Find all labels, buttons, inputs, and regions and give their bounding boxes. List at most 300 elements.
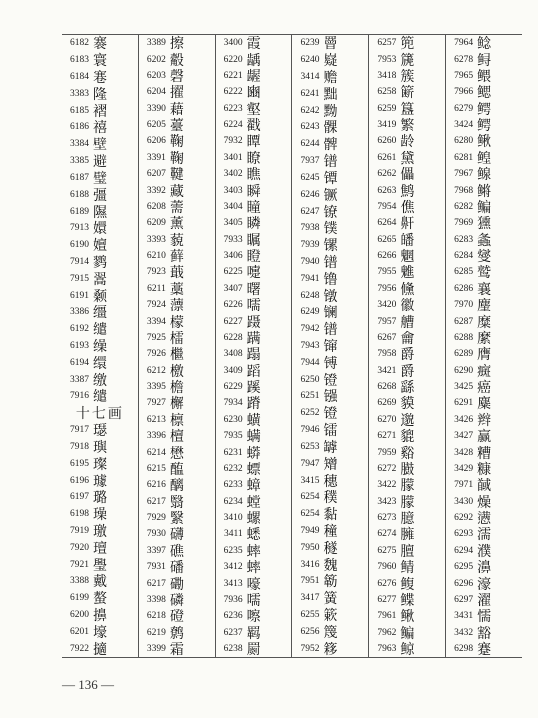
entry-number: 6246 — [300, 189, 320, 200]
entry-number: 6200 — [70, 610, 89, 621]
entry-character: 嬗 — [93, 238, 107, 254]
entry-number: 6284 — [454, 251, 474, 262]
entry-character: 镤 — [323, 221, 338, 237]
entry-character: 嚅 — [246, 298, 261, 314]
entry-character: 擢 — [169, 85, 184, 101]
table-row — [446, 363, 522, 379]
entry-number: 6198 — [70, 509, 89, 520]
table-row — [216, 313, 292, 329]
entry-character: 檄 — [169, 363, 184, 379]
entry-character: 燮 — [477, 249, 492, 265]
table-row — [369, 281, 445, 297]
entry-number: 6297 — [454, 594, 474, 605]
entry-number: 6272 — [377, 463, 397, 474]
table-row — [446, 68, 522, 84]
entry-number: 6248 — [300, 290, 320, 301]
entry-character: 穜 — [323, 523, 338, 540]
table-row — [446, 84, 522, 100]
entry-character: 鳊 — [400, 625, 415, 641]
table-row — [292, 388, 368, 405]
entry-character: 黛 — [400, 150, 415, 166]
table-row — [216, 51, 292, 67]
entry-character: 褶 — [93, 103, 107, 120]
table-row — [369, 248, 445, 264]
table-column — [138, 35, 215, 657]
entry-number: 6232 — [223, 463, 243, 474]
entry-number: 6291 — [454, 398, 474, 409]
entry-number: 7953 — [377, 54, 397, 65]
entry-character: 麋 — [477, 396, 492, 412]
entry-number: 6267 — [377, 332, 397, 343]
entry-number: 7960 — [377, 562, 397, 573]
table-row — [446, 395, 522, 411]
table-row — [139, 575, 215, 591]
table-row — [139, 363, 215, 379]
entry-number: 6261 — [377, 152, 397, 163]
entry-number: 6288 — [454, 332, 474, 343]
entry-character: 癌 — [477, 380, 492, 396]
entry-number: 7930 — [146, 529, 166, 540]
entry-character: 嬛 — [93, 221, 107, 237]
entry-number: 6230 — [223, 414, 243, 425]
entry-character: 蟑 — [246, 478, 261, 494]
table-row — [139, 559, 215, 575]
entry-character: 禧 — [93, 120, 107, 136]
table-row — [446, 346, 522, 362]
entry-number: 3412 — [223, 562, 243, 573]
table-row — [62, 371, 138, 388]
entry-number: 6204 — [146, 87, 166, 98]
entry-number: 7927 — [146, 398, 166, 409]
entry-number: 6236 — [223, 611, 243, 622]
table-row — [216, 346, 292, 362]
entry-number: 6186 — [70, 122, 89, 133]
entry-character: 龋 — [246, 52, 261, 68]
entry-number: 3429 — [454, 463, 474, 474]
table-row — [369, 412, 445, 428]
table-row — [62, 85, 138, 102]
entry-number: 6201 — [70, 626, 89, 637]
entry-character: 檐 — [169, 380, 184, 396]
table-row — [62, 52, 138, 69]
entry-number: 7950 — [300, 542, 320, 553]
entry-character: 璨 — [93, 456, 107, 473]
table-row — [446, 330, 522, 346]
table-row — [292, 153, 368, 170]
entry-character: 薹 — [169, 118, 184, 134]
table-row — [446, 559, 522, 575]
table-row — [62, 69, 138, 86]
entry-character: 蟋 — [246, 527, 261, 543]
table-row — [292, 35, 368, 52]
entry-character: 黜 — [323, 86, 338, 103]
entry-character: 隰 — [93, 204, 107, 220]
char-table — [62, 34, 522, 658]
entry-character: 龄 — [400, 134, 415, 150]
entry-character: 彊 — [93, 187, 107, 204]
entry-number: 6219 — [146, 627, 166, 638]
entry-number: 3390 — [146, 103, 166, 114]
entry-character: 糠 — [477, 461, 492, 478]
table-row — [292, 590, 368, 607]
table-row — [446, 166, 522, 182]
table-row — [446, 428, 522, 444]
table-row — [62, 640, 138, 657]
entry-number: 6245 — [300, 172, 320, 183]
entry-character: 鲭 — [400, 560, 415, 576]
table-row — [62, 455, 138, 472]
entry-number: 7959 — [377, 447, 397, 458]
entry-character: 瞩 — [246, 232, 261, 248]
entry-character: 徽 — [400, 298, 415, 314]
entry-character: 鞬 — [169, 167, 184, 183]
table-row — [216, 559, 292, 575]
entry-character: 螺 — [246, 511, 261, 527]
entry-character: 癍 — [477, 363, 492, 379]
entry-character: 簇 — [400, 68, 415, 85]
table-row — [292, 472, 368, 489]
entry-number: 6213 — [146, 414, 166, 425]
entry-number: 7923 — [146, 267, 166, 278]
table-row — [369, 559, 445, 575]
entry-character: 簕 — [323, 574, 338, 590]
table-row — [216, 199, 292, 215]
table-row — [62, 136, 138, 153]
entry-number: 6211 — [147, 283, 166, 294]
entry-number: 6298 — [454, 644, 474, 655]
entry-character: 蹊 — [246, 380, 261, 396]
entry-number: 6220 — [223, 54, 243, 65]
table-row — [139, 494, 215, 510]
entry-number: 7962 — [377, 627, 397, 638]
table-row — [139, 526, 215, 542]
table-row — [292, 237, 368, 254]
entry-character: 皤 — [400, 232, 415, 248]
entry-number: 6195 — [70, 458, 89, 469]
entry-number: 6221 — [223, 70, 243, 81]
entry-character: 鲶 — [477, 36, 492, 52]
table-row — [369, 215, 445, 231]
entry-character: 膺 — [477, 347, 492, 363]
entry-character: 簖 — [400, 85, 415, 101]
entry-number: 6215 — [146, 463, 166, 474]
entry-number: 7935 — [223, 431, 243, 442]
entry-character: 璩 — [93, 473, 107, 489]
table-row — [139, 592, 215, 608]
entry-character: 镈 — [323, 355, 338, 372]
table-column — [215, 35, 292, 657]
entry-number: 6229 — [223, 382, 243, 393]
entry-character: 蟀 — [246, 543, 261, 559]
entry-number: 6281 — [454, 152, 474, 163]
entry-number: 7946 — [300, 425, 320, 436]
entry-character: 濡 — [477, 527, 492, 543]
entry-number: 7941 — [300, 273, 320, 284]
table-row — [62, 220, 138, 237]
entry-character: 鳂 — [477, 68, 492, 85]
entry-number: 6263 — [377, 185, 397, 196]
entry-character: 藏 — [169, 183, 184, 199]
entry-number: 6207 — [146, 169, 166, 180]
entry-number: 7915 — [70, 273, 89, 284]
entry-character: 镧 — [323, 305, 338, 321]
table-row — [139, 477, 215, 493]
entry-character: 簌 — [323, 608, 338, 624]
entry-character: 懋 — [169, 445, 184, 461]
section-heading: 十七画 — [75, 406, 124, 422]
entry-character: 鳅 — [477, 134, 492, 150]
entry-number: 7969 — [454, 218, 474, 229]
table-row — [446, 510, 522, 526]
table-row — [216, 68, 292, 84]
entry-character: 缴 — [93, 372, 107, 389]
table-row — [369, 379, 445, 395]
table-row — [216, 494, 292, 510]
entry-number: 6238 — [223, 644, 243, 655]
table-row — [292, 102, 368, 119]
entry-number: 3383 — [70, 88, 89, 99]
entry-number: 6240 — [300, 55, 320, 66]
entry-character: 藓 — [169, 249, 184, 265]
entry-number: 3398 — [146, 594, 166, 605]
entry-character: 擤 — [93, 608, 107, 624]
entry-character: 馘 — [477, 478, 492, 494]
entry-number: 7918 — [70, 441, 89, 452]
entry-number: 6203 — [146, 70, 166, 81]
table-row — [216, 363, 292, 379]
entry-character: 懑 — [477, 511, 492, 527]
entry-number: 6296 — [454, 578, 474, 589]
entry-number: 6278 — [454, 54, 474, 65]
table-row — [292, 607, 368, 624]
entry-number: 6243 — [300, 122, 320, 133]
table-row — [369, 101, 445, 117]
entry-character: 簋 — [400, 101, 415, 117]
table-row — [216, 379, 292, 395]
table-row — [292, 623, 368, 640]
table-row — [139, 68, 215, 84]
entry-character: 霞 — [246, 36, 261, 52]
entry-number: 3432 — [454, 627, 474, 638]
entry-character: 繁 — [400, 118, 415, 134]
entry-number: 7951 — [300, 576, 320, 587]
table-row — [292, 338, 368, 355]
entry-character: 糜 — [477, 314, 492, 330]
table-row — [369, 117, 445, 133]
table-row — [446, 477, 522, 493]
entry-character: 镩 — [323, 339, 338, 355]
entry-character: 鼾 — [400, 216, 415, 232]
entry-number: 3426 — [454, 414, 474, 425]
table-row — [216, 166, 292, 182]
entry-character: 蟀 — [246, 560, 261, 576]
table-row — [216, 297, 292, 313]
entry-number: 7916 — [70, 391, 89, 402]
table-row — [369, 51, 445, 67]
entry-character: 儵 — [400, 281, 415, 297]
table-row — [216, 543, 292, 559]
table-row — [216, 35, 292, 51]
entry-number: 6190 — [70, 240, 89, 251]
entry-number: 3406 — [223, 251, 243, 262]
entry-number: 3427 — [454, 431, 474, 442]
entry-character: 璱 — [93, 423, 107, 439]
table-row — [216, 395, 292, 411]
entry-character: 璮 — [93, 540, 107, 557]
entry-number: 6199 — [70, 593, 89, 604]
table-row — [216, 150, 292, 166]
entry-character: 矰 — [323, 456, 338, 473]
entry-character: 霜 — [169, 642, 184, 658]
table-row — [62, 422, 138, 439]
table-row — [139, 641, 215, 657]
entry-character: 臆 — [400, 511, 415, 527]
table-row — [139, 182, 215, 198]
table-row — [216, 510, 292, 526]
entry-character: 蟒 — [246, 445, 261, 461]
table-row — [292, 439, 368, 456]
entry-number: 7936 — [223, 594, 243, 605]
table-row — [139, 199, 215, 215]
table-row — [292, 354, 368, 371]
entry-character: 濯 — [477, 592, 492, 609]
entry-number: 3388 — [70, 576, 89, 587]
entry-number: 3395 — [146, 382, 166, 393]
entry-character: 寰 — [93, 53, 107, 69]
entry-number: 7964 — [454, 38, 474, 49]
table-row — [369, 232, 445, 248]
entry-number: 6250 — [300, 374, 320, 385]
entry-character: 篪 — [400, 52, 415, 68]
entry-character: 镪 — [323, 389, 338, 405]
entry-character: 镡 — [323, 170, 338, 187]
entry-number: 6274 — [377, 529, 397, 540]
entry-number: 6228 — [223, 332, 243, 343]
entry-number: 7968 — [454, 185, 474, 196]
table-row — [369, 84, 445, 100]
entry-number: 7913 — [70, 223, 89, 234]
entry-number: 6264 — [377, 218, 397, 229]
entry-number: 6275 — [377, 545, 397, 556]
entry-character: 篾 — [323, 624, 338, 641]
table-row — [446, 526, 522, 542]
entry-character: 蹈 — [246, 363, 261, 379]
entry-character: 臃 — [400, 527, 415, 543]
entry-number: 3416 — [300, 559, 320, 570]
entry-character: 罽 — [246, 642, 261, 658]
table-row — [369, 575, 445, 591]
table-row — [369, 133, 445, 149]
table-row — [139, 330, 215, 346]
entry-character: 豳 — [246, 85, 261, 101]
entry-number: 3409 — [223, 365, 243, 376]
table-row — [216, 84, 292, 100]
entry-number: 7971 — [454, 480, 474, 491]
table-row — [446, 117, 522, 133]
entry-number: 7966 — [454, 87, 474, 98]
entry-character: 鳃 — [477, 85, 492, 101]
entry-character: 瞧 — [246, 167, 261, 183]
entry-character: 镦 — [323, 288, 338, 304]
table-row — [446, 232, 522, 248]
entry-character: 濞 — [477, 560, 492, 576]
table-row — [62, 354, 138, 371]
table-row — [446, 182, 522, 198]
table-row — [216, 101, 292, 117]
entry-character: 磻 — [169, 560, 184, 576]
entry-number: 3393 — [146, 234, 166, 245]
table-row — [216, 444, 292, 460]
entry-number: 6183 — [70, 55, 89, 66]
entry-character: 赡 — [323, 70, 338, 86]
entry-number: 6197 — [70, 492, 89, 503]
entry-character: 瞬 — [246, 183, 261, 199]
table-row — [292, 186, 368, 203]
table-row — [139, 461, 215, 477]
entry-character: 磡 — [169, 576, 184, 592]
entry-number: 3421 — [377, 365, 397, 376]
entry-number: 6224 — [223, 120, 243, 131]
entry-number: 3396 — [146, 431, 166, 442]
entry-character: 镢 — [323, 187, 338, 204]
entry-character: 臌 — [400, 461, 415, 478]
entry-number: 6212 — [146, 365, 166, 376]
entry-number: 3394 — [146, 316, 166, 327]
entry-character: 鲟 — [477, 52, 492, 68]
table-row — [369, 625, 445, 641]
table-row — [62, 186, 138, 203]
entry-number: 6187 — [70, 172, 89, 183]
entry-character: 璬 — [93, 523, 107, 540]
entry-character: 蹇 — [477, 642, 492, 658]
table-row — [139, 428, 215, 444]
entry-number: 6287 — [454, 316, 474, 327]
entry-number: 7954 — [377, 201, 397, 212]
table-row — [139, 166, 215, 182]
table-row — [369, 592, 445, 608]
table-row — [62, 102, 138, 119]
table-row — [292, 254, 368, 271]
table-row — [216, 117, 292, 133]
entry-number: 6223 — [223, 103, 243, 114]
table-row — [292, 170, 368, 187]
table-row — [62, 270, 138, 287]
table-row — [139, 608, 215, 624]
entry-number: 3389 — [146, 38, 166, 49]
entry-number: 7934 — [223, 398, 243, 409]
entry-number: 6244 — [300, 139, 320, 150]
table-row — [62, 321, 138, 338]
entry-character: 蹋 — [246, 347, 261, 363]
entry-number: 3402 — [223, 169, 243, 180]
table-row — [139, 625, 215, 641]
entry-number: 6184 — [70, 72, 89, 83]
entry-character: 璪 — [93, 507, 107, 523]
table-row — [292, 371, 368, 388]
entry-character: 鲸 — [400, 642, 415, 658]
entry-number: 6206 — [146, 136, 166, 147]
entry-character: 礴 — [169, 527, 184, 543]
table-row — [216, 428, 292, 444]
table-row — [446, 35, 522, 51]
table-row — [62, 607, 138, 624]
entry-number: 7970 — [454, 300, 474, 311]
entry-number: 6188 — [70, 189, 89, 200]
table-row — [216, 281, 292, 297]
entry-number: 6293 — [454, 529, 474, 540]
entry-number: 3392 — [146, 185, 166, 196]
entry-character: 襄 — [477, 281, 492, 297]
